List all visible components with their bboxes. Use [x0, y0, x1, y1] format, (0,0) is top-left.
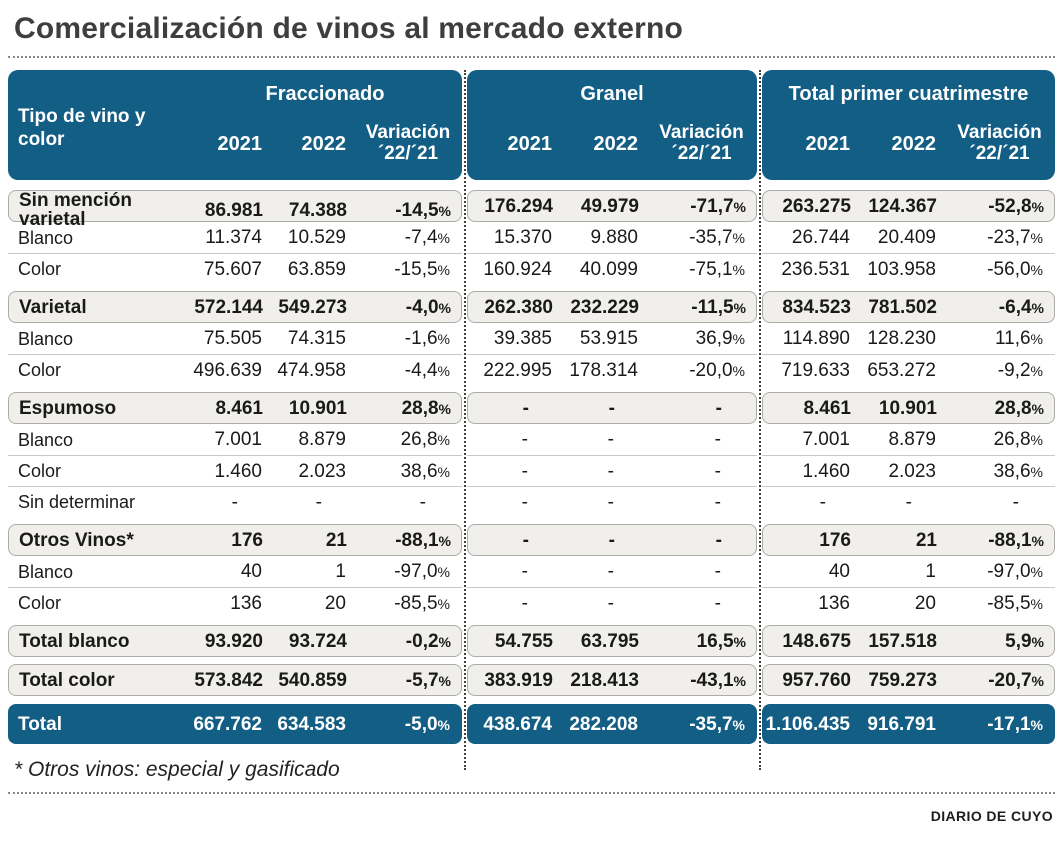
value-cell: 263.275 — [782, 195, 851, 217]
row-segment-granel — [467, 323, 757, 354]
value-cell: 236.531 — [781, 258, 850, 280]
percent-sign: % — [733, 299, 746, 316]
percent-sign: % — [1030, 230, 1043, 246]
value-cell: 916.791 — [867, 713, 936, 735]
row-segment-granel — [467, 253, 757, 284]
percent-sign: % — [732, 261, 745, 278]
row-label: Color — [18, 593, 62, 613]
value-cell: 49.979 — [580, 195, 639, 217]
value-cell: 11.374 — [205, 227, 262, 248]
value-cell: 28,8% — [994, 397, 1044, 419]
group-title-fraccionado: Fraccionado — [265, 83, 385, 105]
percent-sign: % — [438, 202, 451, 219]
value-cell: -0,2% — [405, 630, 451, 652]
value-cell: 11,6% — [994, 328, 1043, 349]
value-cell: 7.001 — [802, 429, 850, 450]
value-cell: 148.675 — [782, 630, 851, 652]
row-label: Blanco — [18, 227, 74, 248]
footnote: * Otros vinos: especial y gasificado — [14, 758, 340, 781]
value-cell: 218.413 — [570, 669, 639, 691]
table-rows — [8, 190, 1055, 744]
value-cell: - — [714, 460, 721, 482]
column-header: 2021 — [217, 132, 262, 155]
row-segment-total — [762, 190, 1055, 222]
row-segment-total — [762, 664, 1055, 696]
row-segment-fraccionado — [8, 486, 462, 517]
value-cell: 549.273 — [278, 296, 347, 318]
row-segment-total — [762, 704, 1055, 744]
percent-sign: % — [1031, 672, 1044, 689]
wine-table — [8, 70, 1055, 744]
row-header: Tipo de vino y color — [18, 106, 146, 150]
table-row — [8, 190, 1055, 230]
value-cell: -20,7% — [988, 669, 1044, 691]
percent-sign: % — [1031, 198, 1044, 215]
value-cell: 21 — [915, 529, 937, 551]
value-cell: 15.370 — [493, 227, 552, 248]
percent-sign: % — [437, 463, 450, 480]
value-cell: - — [1012, 491, 1019, 513]
table-row — [8, 424, 1055, 455]
row-label: Total blanco — [19, 630, 130, 652]
row-segment-granel — [467, 354, 757, 385]
row-segment-granel — [467, 291, 757, 323]
value-cell: -11,5% — [691, 296, 746, 318]
value-cell: -35,7% — [689, 713, 745, 735]
row-label: Blanco — [18, 561, 74, 582]
percent-sign: % — [1031, 633, 1044, 650]
row-segment-fraccionado — [8, 704, 462, 744]
value-cell: 540.859 — [278, 669, 347, 691]
row-segment-fraccionado — [8, 524, 462, 556]
value-cell: 26,8% — [993, 429, 1043, 450]
column-header: Variación ´22/´21 — [365, 122, 451, 164]
value-cell: 136 — [818, 592, 850, 614]
row-label: Total color — [19, 669, 115, 691]
row-label: Sin determinar — [18, 492, 136, 512]
row-label: Total — [18, 713, 62, 735]
value-cell: 383.919 — [484, 669, 553, 691]
percent-sign: % — [1031, 299, 1044, 316]
value-cell: 40.099 — [579, 258, 638, 280]
value-cell: 176 — [819, 529, 851, 551]
row-segment-total — [762, 291, 1055, 323]
percent-sign: % — [1030, 564, 1043, 580]
value-cell: 20 — [914, 592, 936, 614]
row-label: Color — [18, 259, 62, 279]
table-row — [8, 354, 1055, 385]
value-cell: - — [521, 561, 528, 582]
value-cell: 63.859 — [287, 258, 346, 280]
value-cell: 20.409 — [877, 227, 936, 248]
row-segment-fraccionado — [8, 556, 462, 587]
row-label: Blanco — [18, 429, 74, 450]
value-cell: 28,8% — [401, 397, 451, 419]
row-segment-fraccionado — [8, 291, 462, 323]
value-cell: 114.890 — [782, 328, 850, 349]
row-segment-total — [762, 625, 1055, 657]
value-cell: 2.023 — [888, 460, 936, 482]
value-cell: 1.460 — [802, 460, 850, 482]
row-segment-fraccionado — [8, 664, 462, 696]
value-cell: 1.460 — [214, 460, 262, 482]
value-cell: 20 — [324, 592, 346, 614]
value-cell: - — [608, 529, 615, 551]
row-segment-total — [762, 424, 1055, 455]
value-cell: 178.314 — [569, 359, 638, 381]
value-cell: 74.315 — [287, 328, 346, 349]
value-cell: -14,5% — [395, 199, 451, 221]
value-cell: 1 — [335, 561, 346, 582]
table-row — [8, 587, 1055, 618]
table-header — [8, 70, 1055, 180]
row-segment-granel — [467, 486, 757, 517]
value-cell: 573.842 — [194, 669, 263, 691]
value-cell: 1.106.435 — [765, 713, 850, 735]
value-cell: -35,7% — [689, 227, 745, 248]
column-header: Variación ´22/´21 — [659, 122, 744, 164]
value-cell: - — [521, 592, 528, 614]
row-label: Color — [18, 360, 62, 380]
row-segment-fraccionado — [8, 354, 462, 385]
source-credit: DIARIO DE CUYO — [930, 808, 1053, 824]
value-cell: 262.380 — [484, 296, 553, 318]
value-cell: 75.607 — [203, 258, 262, 280]
value-cell: 36,9% — [695, 328, 745, 349]
value-cell: 667.762 — [193, 713, 262, 735]
value-cell: 653.272 — [867, 359, 936, 381]
value-cell: -43,1% — [690, 669, 746, 691]
value-cell: 957.760 — [782, 669, 851, 691]
percent-sign: % — [437, 230, 450, 246]
value-cell: 834.523 — [782, 296, 851, 318]
value-cell: - — [521, 460, 528, 482]
value-cell: -9,2% — [997, 359, 1043, 381]
row-segment-granel — [467, 704, 757, 744]
value-cell: - — [522, 529, 529, 551]
group-divider-line — [759, 70, 761, 770]
value-cell: 8.879 — [298, 429, 346, 450]
row-label: Sin mención varietal — [19, 190, 132, 230]
row-segment-total — [762, 587, 1055, 618]
percent-sign: % — [1031, 532, 1044, 549]
row-segment-fraccionado — [8, 455, 462, 486]
column-header: 2022 — [891, 132, 936, 155]
table-row — [8, 222, 1055, 253]
row-segment-granel — [467, 556, 757, 587]
value-cell: 39.385 — [493, 328, 552, 349]
value-cell: 176.294 — [484, 195, 553, 217]
percent-sign: % — [437, 595, 450, 612]
value-cell: -52,8% — [988, 195, 1044, 217]
value-cell: -7,4% — [404, 227, 450, 248]
value-cell: 124.367 — [868, 195, 937, 217]
row-segment-total — [762, 455, 1055, 486]
table-row — [8, 524, 1055, 556]
percent-sign: % — [1030, 261, 1043, 278]
row-label: Otros Vinos* — [19, 529, 134, 551]
value-cell: - — [715, 529, 722, 551]
value-cell: 10.901 — [288, 397, 347, 419]
percent-sign: % — [1030, 595, 1043, 612]
value-cell: -71,7% — [690, 195, 746, 217]
percent-sign: % — [1031, 400, 1044, 417]
row-segment-granel — [467, 664, 757, 696]
row-segment-granel — [467, 222, 757, 253]
value-cell: - — [607, 561, 614, 582]
row-segment-granel — [467, 392, 757, 424]
value-cell: -75,1% — [689, 258, 745, 280]
row-label: Blanco — [18, 328, 74, 349]
value-cell: - — [607, 491, 614, 513]
percent-sign: % — [733, 198, 746, 215]
value-cell: - — [315, 491, 322, 513]
value-cell: 128.230 — [867, 328, 936, 349]
value-cell: -85,5% — [987, 592, 1043, 614]
value-cell: - — [419, 491, 426, 513]
row-label: Color — [18, 461, 62, 481]
row-segment-total — [762, 556, 1055, 587]
group-title-granel: Granel — [580, 83, 644, 105]
value-cell: -1,6% — [404, 328, 450, 349]
value-cell: 40 — [828, 561, 850, 582]
value-cell: -5,0% — [404, 713, 450, 735]
value-cell: - — [522, 397, 529, 419]
table-row — [8, 323, 1055, 354]
value-cell: 160.924 — [483, 258, 552, 280]
row-segment-fraccionado — [8, 222, 462, 253]
value-cell: 63.795 — [580, 630, 639, 652]
value-cell: 572.144 — [194, 296, 263, 318]
group-title-total: Total primer cuatrimestre — [788, 83, 1029, 105]
percent-sign: % — [438, 400, 451, 417]
row-segment-granel — [467, 524, 757, 556]
row-segment-total — [762, 524, 1055, 556]
value-cell: - — [521, 429, 528, 450]
value-cell: 75.505 — [203, 328, 262, 349]
value-cell: 40 — [240, 561, 262, 582]
percent-sign: % — [438, 672, 451, 689]
percent-sign: % — [438, 532, 451, 549]
row-segment-granel — [467, 625, 757, 657]
value-cell: 634.583 — [277, 713, 346, 735]
percent-sign: % — [733, 672, 746, 689]
value-cell: - — [714, 429, 721, 450]
value-cell: -23,7% — [987, 227, 1043, 248]
value-cell: 26,8% — [400, 429, 450, 450]
value-cell: 474.958 — [277, 359, 346, 381]
percent-sign: % — [732, 230, 745, 246]
value-cell: 16,5% — [696, 630, 746, 652]
value-cell: -97,0% — [394, 561, 450, 582]
row-segment-total — [762, 323, 1055, 354]
percent-sign: % — [1030, 463, 1043, 480]
percent-sign: % — [1030, 331, 1043, 347]
value-cell: 74.388 — [288, 199, 347, 221]
value-cell: 222.995 — [483, 359, 552, 381]
value-cell: - — [714, 592, 721, 614]
title-divider — [8, 56, 1055, 58]
value-cell: - — [905, 491, 912, 513]
value-cell: 7.001 — [214, 429, 262, 450]
value-cell: - — [521, 491, 528, 513]
value-cell: 38,6% — [400, 460, 450, 482]
percent-sign: % — [1030, 716, 1043, 733]
value-cell: 136 — [230, 592, 262, 614]
value-cell: -15,5% — [394, 258, 450, 280]
value-cell: 103.958 — [867, 258, 936, 280]
value-cell: -85,5% — [394, 592, 450, 614]
row-segment-fraccionado — [8, 323, 462, 354]
percent-sign: % — [437, 261, 450, 278]
value-cell: 719.633 — [781, 359, 850, 381]
value-cell: - — [714, 561, 721, 582]
value-cell: - — [715, 397, 722, 419]
row-segment-total — [762, 253, 1055, 284]
value-cell: 54.755 — [494, 630, 553, 652]
value-cell: - — [607, 429, 614, 450]
value-cell: - — [607, 592, 614, 614]
value-cell: 438.674 — [483, 713, 552, 735]
group-divider-line — [464, 70, 466, 770]
row-segment-granel — [467, 424, 757, 455]
column-header: 2022 — [593, 132, 638, 155]
value-cell: 8.461 — [803, 397, 851, 419]
table-row — [8, 486, 1055, 517]
header-block-granel — [467, 70, 757, 180]
percent-sign: % — [438, 633, 451, 650]
column-header: 2021 — [507, 132, 552, 155]
value-cell: - — [714, 491, 721, 513]
table-row — [8, 455, 1055, 486]
row-segment-total — [762, 222, 1055, 253]
value-cell: 496.639 — [193, 359, 262, 381]
value-cell: 10.901 — [878, 397, 937, 419]
percent-sign: % — [438, 299, 451, 316]
value-cell: 8.461 — [215, 397, 263, 419]
value-cell: - — [607, 460, 614, 482]
value-cell: 5,9% — [1005, 630, 1044, 652]
percent-sign: % — [437, 432, 450, 448]
column-header: 2021 — [805, 132, 850, 155]
value-cell: -88,1% — [988, 529, 1044, 551]
value-cell: - — [608, 397, 615, 419]
row-segment-granel — [467, 587, 757, 618]
value-cell: 9.880 — [590, 227, 638, 248]
value-cell: -88,1% — [395, 529, 451, 551]
row-segment-fraccionado — [8, 253, 462, 284]
percent-sign: % — [437, 716, 450, 733]
row-segment-total — [762, 392, 1055, 424]
row-segment-granel — [467, 455, 757, 486]
row-label: Varietal — [19, 296, 87, 318]
table-row — [8, 625, 1055, 657]
value-cell: -5,7% — [405, 669, 451, 691]
column-header: 2022 — [301, 132, 346, 155]
value-cell: 157.518 — [868, 630, 937, 652]
header-block-fraccionado — [8, 70, 462, 180]
percent-sign: % — [732, 331, 745, 347]
percent-sign: % — [732, 716, 745, 733]
value-cell: 53.915 — [579, 328, 638, 349]
value-cell: 93.724 — [288, 630, 347, 652]
value-cell: -97,0% — [987, 561, 1043, 582]
table-row — [8, 664, 1055, 696]
value-cell: - — [819, 491, 826, 513]
row-segment-fraccionado — [8, 190, 462, 230]
value-cell: 26.744 — [791, 227, 850, 248]
table-row — [8, 253, 1055, 284]
value-cell: 759.273 — [868, 669, 937, 691]
row-segment-fraccionado — [8, 392, 462, 424]
percent-sign: % — [437, 331, 450, 347]
value-cell: 10.529 — [287, 227, 346, 248]
value-cell: 232.229 — [570, 296, 639, 318]
value-cell: 1 — [925, 561, 936, 582]
header-block-total — [762, 70, 1055, 180]
value-cell: 2.023 — [298, 460, 346, 482]
row-segment-fraccionado — [8, 587, 462, 618]
value-cell: 8.879 — [888, 429, 936, 450]
value-cell: -56,0% — [987, 258, 1043, 280]
percent-sign: % — [437, 362, 450, 379]
table-row — [8, 556, 1055, 587]
value-cell: -6,4% — [998, 296, 1044, 318]
row-label: Espumoso — [19, 397, 117, 419]
value-cell: -17,1% — [987, 713, 1043, 735]
percent-sign: % — [437, 564, 450, 580]
value-cell: -4,4% — [404, 359, 450, 381]
row-segment-total — [762, 354, 1055, 385]
row-segment-total — [762, 486, 1055, 517]
value-cell: -20,0% — [689, 359, 745, 381]
value-cell: - — [231, 491, 238, 513]
value-cell: 93.920 — [204, 630, 263, 652]
value-cell: 21 — [325, 529, 347, 551]
value-cell: -4,0% — [405, 296, 451, 318]
value-cell: 781.502 — [868, 296, 937, 318]
table-row — [8, 392, 1055, 424]
column-header: Variación ´22/´21 — [957, 122, 1042, 164]
row-segment-fraccionado — [8, 424, 462, 455]
value-cell: 282.208 — [569, 713, 638, 735]
value-cell: 176 — [231, 529, 263, 551]
row-segment-granel — [467, 190, 757, 222]
page-title: Comercialización de vinos al mercado externo — [14, 12, 684, 45]
percent-sign: % — [732, 362, 745, 379]
percent-sign: % — [1030, 362, 1043, 379]
value-cell: 86.981 — [204, 199, 263, 221]
percent-sign: % — [733, 633, 746, 650]
table-row — [8, 291, 1055, 323]
table-row — [8, 704, 1055, 744]
percent-sign: % — [1030, 432, 1043, 448]
row-segment-fraccionado — [8, 625, 462, 657]
value-cell: 38,6% — [993, 460, 1043, 482]
